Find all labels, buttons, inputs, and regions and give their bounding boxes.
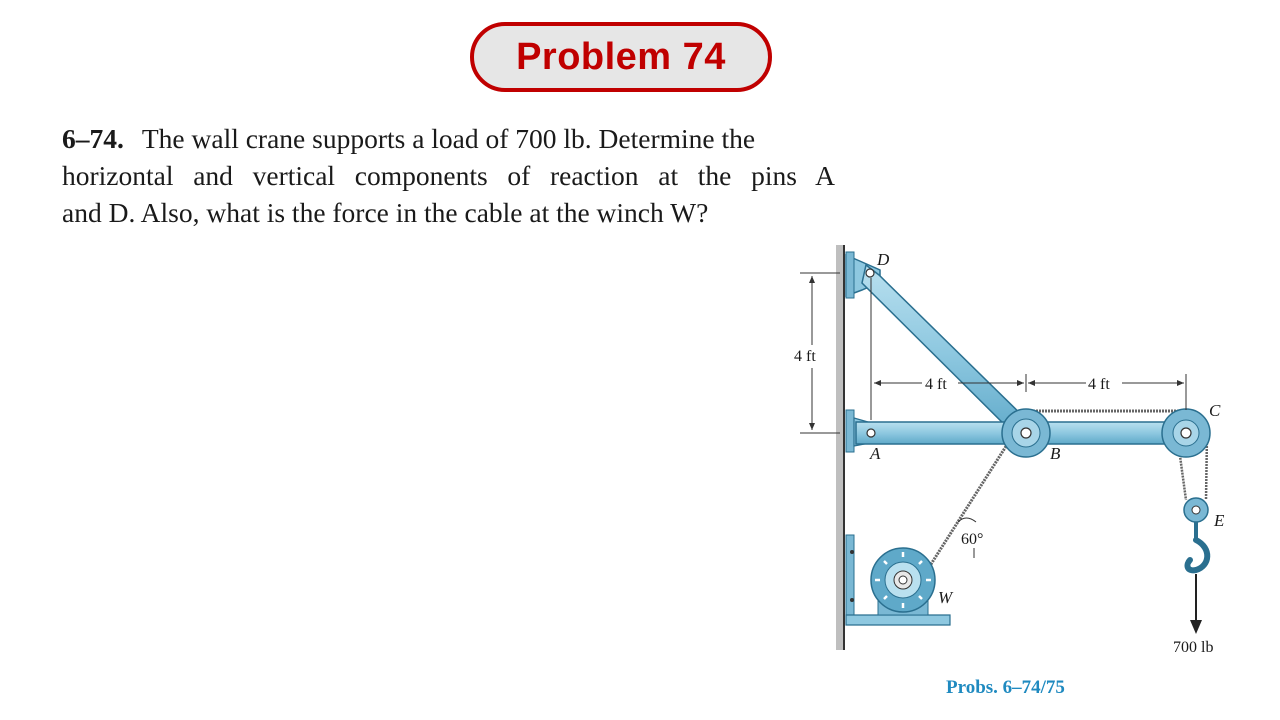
label-a: A <box>870 444 881 463</box>
problem-line-3: and D. Also, what is the force in the cable at the winch W? <box>62 197 709 228</box>
member-db <box>862 265 1035 440</box>
problem-line-2: horizontal and vertical components of reaction at the pins A <box>62 160 835 191</box>
label-b: B <box>1050 444 1061 463</box>
figure-caption: Probs. 6–74/75 <box>946 677 1065 698</box>
problem-number: 6–74. <box>62 123 124 154</box>
dim-vertical-label: 4 ft <box>794 348 816 365</box>
label-e: E <box>1214 511 1225 530</box>
pulley-c <box>1162 409 1210 457</box>
problem-line-1: The wall crane supports a load of 700 lb. Determine the <box>141 123 756 154</box>
label-d: D <box>877 250 890 269</box>
dim-right-label: 4 ft <box>1088 376 1110 393</box>
pulley-e <box>1184 498 1208 522</box>
pin-d <box>866 269 874 277</box>
winch <box>846 535 950 625</box>
pin-a <box>867 429 875 437</box>
hook <box>1188 522 1208 570</box>
page-title: Problem 74 <box>516 35 726 78</box>
angle-label: 60° <box>961 531 984 548</box>
load-label: 700 lb <box>1173 639 1214 656</box>
label-c: C <box>1209 401 1221 420</box>
pulley-b <box>1002 409 1050 457</box>
load-arrow <box>1190 574 1202 634</box>
label-w: W <box>938 588 953 607</box>
dim-left-label: 4 ft <box>925 376 947 393</box>
dimension-lines <box>800 273 1186 558</box>
wall <box>836 245 844 650</box>
